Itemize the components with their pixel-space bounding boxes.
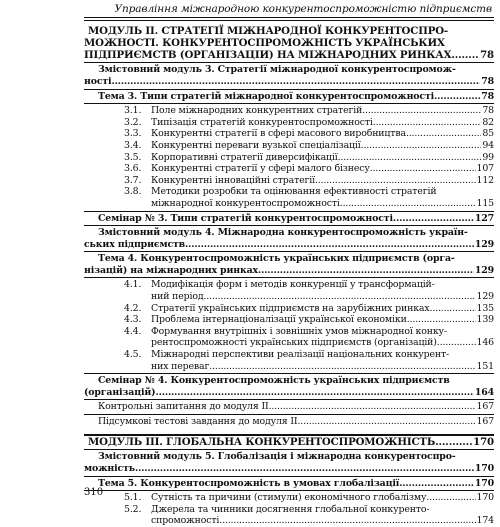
toc-page-number: 107 [476, 163, 494, 175]
toc-page-number: 78 [480, 48, 494, 61]
divider [84, 62, 494, 63]
divider [84, 449, 494, 450]
header-title: Управління міжнародною конкурентоспроможністю підприємств [114, 3, 492, 15]
toc-item[interactable]: 3.7. Конкурентні інноваційні стратегії ..... 112 [84, 175, 494, 187]
toc-item[interactable]: 3.4. Конкурентні переваги вузької спеціалізації ..... 94 [84, 140, 494, 152]
toc-page-number: 170 [476, 492, 494, 504]
toc-item[interactable]: 3.8. Методики розробки та оцінювання ефективності стратегій міжнародної конкурентоспроможності ..... 115 [84, 186, 494, 209]
header-rule [84, 17, 494, 18]
toc-item[interactable]: 3.1. Поле міжнародних конкурентних стратегій ..... 78 [84, 105, 494, 117]
toc-page-number: 85 [482, 128, 494, 140]
toc-page-number: 164 [474, 386, 494, 398]
toc-item[interactable]: 4.4. Формування внутрішніх і зовнішніх умов міжнародної конку- рентоспроможності українських підприємств (організацій) ..... 146 [84, 326, 494, 349]
toc-page-number: 129 [476, 291, 494, 303]
toc-page-number: 112 [476, 174, 494, 186]
toc-topic-3[interactable]: Тема 3. Типи стратегій міжнародної конкурентоспроможності ..... 78 [84, 91, 494, 103]
page-number: 310 [84, 487, 104, 498]
toc-page-number: 115 [476, 197, 494, 209]
toc-module-2[interactable]: МОДУЛЬ ІІ. СТРАТЕГІЇ МІЖНАРОДНОЇ КОНКУРЕНТОСПРО- МОЖНОСТІ. КОНКУРЕНТОСПРОМОЖНІСТЬ УКРАЇНСЬКИХ ПІДПРИЄМСТВ (ОРГАНІЗАЦІЙ) НА МІЖНАРОДНИХ РИНКАХ ..... 78 [84, 26, 494, 61]
toc-item[interactable]: 3.5. Корпоративні стратегії диверсифікації ..... 99 [84, 152, 494, 164]
toc-page-number: 151 [476, 360, 494, 372]
divider [84, 277, 494, 278]
divider [84, 435, 494, 436]
toc-page-number: 167 [476, 401, 494, 413]
toc-module-3[interactable]: МОДУЛЬ ІІІ. ГЛОБАЛЬНА КОНКУРЕНТОСПРОМОЖНІСТЬ ..... 170 [84, 437, 494, 449]
toc-item[interactable]: 3.2. Типізація стратегій конкурентоспроможності ..... 82 [84, 117, 494, 129]
toc-content-module-5[interactable]: Змістовний модуль 5. Глобалізація і міжнародна конкурентоспро- можність ..... 170 [84, 451, 494, 474]
toc-page-number: 146 [476, 337, 494, 349]
toc-topic-3-items [84, 105, 494, 209]
toc-final-tests[interactable]: Підсумкові тестові завдання до модуля ІІ ..... 167 [84, 416, 494, 428]
toc-seminar-3[interactable]: Семінар № 3. Типи стратегій конкурентоспроможності ..... 127 [84, 213, 494, 225]
toc-content-module-4[interactable]: Змістовний модуль 4. Міжнародна конкурентоспроможність україн- ських підприємств ..... 129 [84, 227, 494, 250]
toc-item[interactable]: 4.1. Модифікація форм і методів конкуренції у трансформацій- ний період ..... 129 [84, 279, 494, 302]
toc-topic-4-items [84, 279, 494, 372]
divider [84, 103, 494, 104]
toc-page-number: 170 [473, 435, 494, 448]
toc-page-number: 94 [482, 139, 494, 151]
toc-item[interactable]: 3.6. Конкурентні стратегії у сфері малого бізнесу ..... 107 [84, 163, 494, 175]
toc-page-number: 170 [474, 463, 494, 474]
toc-topic-5[interactable]: Тема 5. Конкурентоспроможність в умовах глобалізації ..... 170 [84, 478, 494, 490]
divider [84, 399, 494, 400]
toc-page-number: 139 [476, 314, 494, 326]
divider [84, 89, 494, 90]
toc-page-number: 99 [482, 151, 494, 163]
toc-page-number: 170 [474, 477, 494, 489]
toc-item[interactable]: 5.1. Сутність та причини (стимули) економічного глобалізму ..... 170 [84, 492, 494, 504]
toc-page-number: 129 [474, 238, 494, 250]
divider [84, 476, 494, 477]
toc-page-number: 129 [474, 264, 494, 276]
toc-page-number: 167 [476, 416, 494, 428]
toc-page-number: 78 [481, 90, 494, 102]
divider [84, 251, 494, 252]
toc-seminar-4[interactable]: Семінар № 4. Конкурентоспроможність українських підприємств (організацій) ..... 164 [84, 375, 494, 398]
header-rule-thin [84, 20, 494, 21]
toc-topic-4[interactable]: Тема 4. Конкурентоспроможність українських підприємств (орга- нізацій) на міжнародних ринках ..... 129 [84, 253, 494, 276]
toc-item[interactable]: 4.3. Проблема інтернаціоналізації української економіки ..... 139 [84, 314, 494, 326]
toc-item[interactable]: 5.2. Джерела та чинники досягнення глобальної конкуренто- спроможності ..... 174 [84, 504, 494, 527]
toc-page-number: 135 [476, 302, 494, 314]
toc-page-number: 82 [482, 116, 494, 128]
toc-content-module-3[interactable]: Змістовний модуль 3. Стратегії міжнародної конкурентоспромож- ності ..... 78 [84, 64, 494, 87]
toc-page-number: 78 [482, 105, 494, 117]
divider [84, 225, 494, 226]
table-of-contents [84, 22, 494, 527]
toc-item[interactable]: 4.5. Міжнародні перспективи реалізації національних конкурент- них переваг ..... 151 [84, 349, 494, 372]
toc-page-number: 78 [481, 75, 494, 87]
divider [84, 490, 494, 491]
toc-item[interactable]: 3.3. Конкурентні стратегії в сфері масового виробництва ..... 85 [84, 128, 494, 140]
toc-page-number: 127 [474, 212, 494, 224]
toc-item[interactable]: 4.2. Стратегії українських підприємств на зарубіжних ринках ..... 135 [84, 303, 494, 315]
divider [84, 414, 494, 415]
toc-page-number: 174 [476, 515, 494, 527]
toc-control-questions[interactable]: Контрольні запитання до модуля ІІ ..... 167 [84, 401, 494, 413]
divider [84, 373, 494, 374]
divider [84, 211, 494, 212]
